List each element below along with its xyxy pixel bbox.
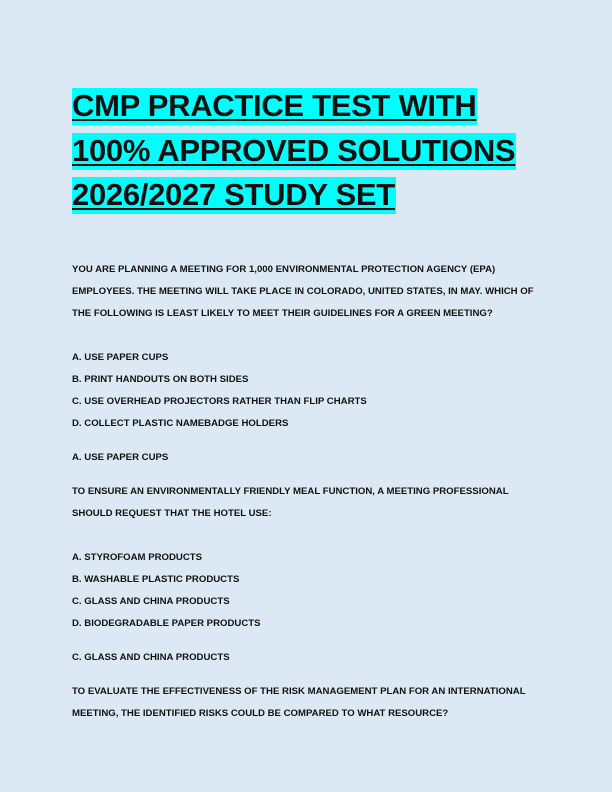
option-item: D. BIODEGRADABLE PAPER PRODUCTS (72, 617, 261, 629)
document-title (72, 84, 542, 218)
question-text: YOU ARE PLANNING A MEETING FOR 1,000 ENVIRONMENTAL PROTECTION AGENCY (EPA) EMPLOYEES. THE MEETING WILL TAKE PLACE IN COLORADO, UNITED STATES, IN MAY. WHICH OF THE FOLLOWING IS LEAST LIKELY TO MEET THEIR GUIDELINES FOR A GREEN MEETING? (72, 263, 534, 319)
option-list (72, 547, 542, 635)
option-item: A. USE PAPER CUPS (72, 351, 169, 363)
option-item: B. WASHABLE PLASTIC PRODUCTS (72, 573, 240, 585)
answer-text: A. USE PAPER CUPS (72, 451, 169, 463)
title-line: 2026/2027 STUDY SET (72, 177, 395, 212)
option-item: D. COLLECT PLASTIC NAMEBADGE HOLDERS (72, 417, 289, 429)
question-text: TO ENSURE AN ENVIRONMENTALLY FRIENDLY MEAL FUNCTION, A MEETING PROFESSIONAL SHOULD REQUEST THAT THE HOTEL USE: (72, 485, 509, 519)
option-item: A. STYROFOAM PRODUCTS (72, 551, 203, 563)
option-item: C. USE OVERHEAD PROJECTORS RATHER THAN FLIP CHARTS (72, 395, 367, 407)
question-text: TO EVALUATE THE EFFECTIVENESS OF THE RISK MANAGEMENT PLAN FOR AN INTERNATIONAL MEETING, THE IDENTIFIED RISKS COULD BE COMPARED TO WHAT RESOURCE? (72, 685, 526, 719)
document-body (72, 259, 542, 725)
answer-text: C. GLASS AND CHINA PRODUCTS (72, 651, 230, 663)
title-line: CMP PRACTICE TEST WITH (72, 88, 477, 123)
option-item: B. PRINT HANDOUTS ON BOTH SIDES (72, 373, 249, 385)
option-item: C. GLASS AND CHINA PRODUCTS (72, 595, 230, 607)
title-line: 100% APPROVED SOLUTIONS (72, 132, 516, 168)
option-list (72, 347, 542, 435)
